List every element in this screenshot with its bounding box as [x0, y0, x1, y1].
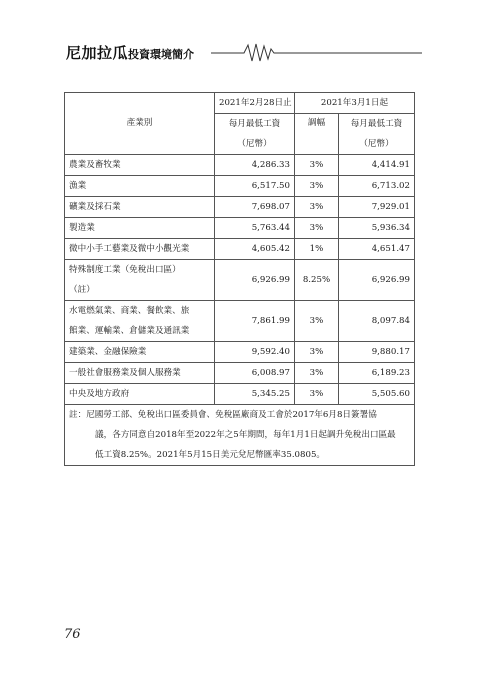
- row-industry: 一般社會服務業及個人服務業: [65, 363, 215, 384]
- row-industry: 製造業: [65, 218, 215, 239]
- table-row: [65, 363, 415, 384]
- table-row: [65, 301, 415, 342]
- row-wage-after-value: 6,926.99: [371, 275, 410, 285]
- row-adjust: 3%: [295, 342, 339, 363]
- row-wage-after-value: 8,097.84: [371, 316, 410, 326]
- row-wage-after: 5,936.34: [339, 218, 415, 239]
- row-wage-before: 5,345.25: [215, 384, 295, 405]
- row-wage-after: 7,929.01: [339, 197, 415, 218]
- row-wage-after: 9,880.17: [339, 342, 415, 363]
- header-title-sub: 投資環境簡介: [128, 48, 195, 61]
- row-wage-after: 4,651.47: [339, 239, 415, 260]
- currency-header-2: （尼幣）: [339, 134, 415, 155]
- row-industry: 微中小手工藝業及微中小觀光業: [65, 239, 215, 260]
- currency-header-1: （尼幣）: [215, 134, 295, 155]
- table-row: [65, 342, 415, 363]
- row-wage-after: 5,505.60: [339, 384, 415, 405]
- row-adjust: [295, 260, 339, 301]
- row-wage-before: 4,286.33: [215, 155, 295, 176]
- row-adjust-value: 8.25%: [302, 275, 331, 285]
- note-line-1: 註：尼國勞工部、免稅出口區委員會、免稅區廠商及工會於2017年6月8日簽署協: [69, 410, 377, 420]
- row-industry: [65, 260, 215, 301]
- row-wage-before: 9,592.40: [215, 342, 295, 363]
- period2-header: 2021年3月1日起: [295, 93, 415, 114]
- row-adjust: 3%: [295, 155, 339, 176]
- table-row: [65, 260, 415, 301]
- min-wage-header-1: 每月最低工資: [215, 114, 295, 135]
- table-row: [65, 197, 415, 218]
- table-row: [65, 218, 415, 239]
- page-number: 76: [64, 627, 81, 642]
- row-wage-after: 6,189.23: [339, 363, 415, 384]
- row-industry: 建築業、金融保險業: [65, 342, 215, 363]
- row-wage-after: [339, 260, 415, 301]
- row-industry: 礦業及採石業: [65, 197, 215, 218]
- row-wage-before: 7,698.07: [215, 197, 295, 218]
- row-adjust: 3%: [295, 384, 339, 405]
- row-wage-before: 6,517.50: [215, 176, 295, 197]
- row-industry-line2: （註）: [69, 285, 95, 295]
- row-adjust: 3%: [295, 363, 339, 384]
- row-adjust: 3%: [295, 176, 339, 197]
- min-wage-header-2: 每月最低工資: [339, 114, 415, 135]
- row-adjust-value: 3%: [309, 316, 324, 326]
- row-adjust: 1%: [295, 239, 339, 260]
- page-header: [66, 40, 422, 64]
- row-wage-before: 6,008.97: [215, 363, 295, 384]
- period1-header: 2021年2月28日止: [215, 93, 295, 114]
- row-industry-line2: 館業、運輸業、倉儲業及通訊業: [69, 326, 190, 336]
- row-wage-before: 5,763.44: [215, 218, 295, 239]
- table-row: [65, 155, 415, 176]
- table-row: [65, 176, 415, 197]
- row-wage-before: 4,605.42: [215, 239, 295, 260]
- table-row: [65, 239, 415, 260]
- row-industry: 農業及畜牧業: [65, 155, 215, 176]
- row-industry-line1: 水電燃氣業、商業、餐飲業、旅: [69, 306, 190, 316]
- row-wage-after: [339, 301, 415, 342]
- note-row: [65, 405, 415, 466]
- row-adjust: [295, 301, 339, 342]
- table-row: [65, 384, 415, 405]
- adjust-header: 調幅: [295, 114, 339, 155]
- row-wage-after: 6,713.02: [339, 176, 415, 197]
- row-wage-before-value: 6,926.99: [251, 275, 290, 285]
- category-header: 產業別: [65, 93, 215, 155]
- row-adjust: 3%: [295, 197, 339, 218]
- row-industry: 漁業: [65, 176, 215, 197]
- note-line-2: 議，各方同意自2018年至2022年之5年期間，每年1月1日起調升免稅出口區最: [95, 430, 396, 440]
- note-line-3: 低工資8.25%。2021年5月15日美元兌尼幣匯率35.0805。: [95, 450, 326, 460]
- row-wage-before: [215, 260, 295, 301]
- row-industry: [65, 301, 215, 342]
- row-wage-before-value: 7,861.99: [251, 316, 290, 326]
- header-title-main: 尼加拉瓜: [66, 44, 129, 62]
- row-industry: 中央及地方政府: [65, 384, 215, 405]
- table-note: [65, 405, 415, 466]
- row-industry-line1: 特殊制度工業（免稅出口區）: [69, 265, 181, 275]
- row-wage-before: [215, 301, 295, 342]
- header-heartbeat-line-icon: [66, 40, 422, 64]
- row-adjust: 3%: [295, 218, 339, 239]
- row-wage-after: 4,414.91: [339, 155, 415, 176]
- minimum-wage-table: [64, 92, 415, 466]
